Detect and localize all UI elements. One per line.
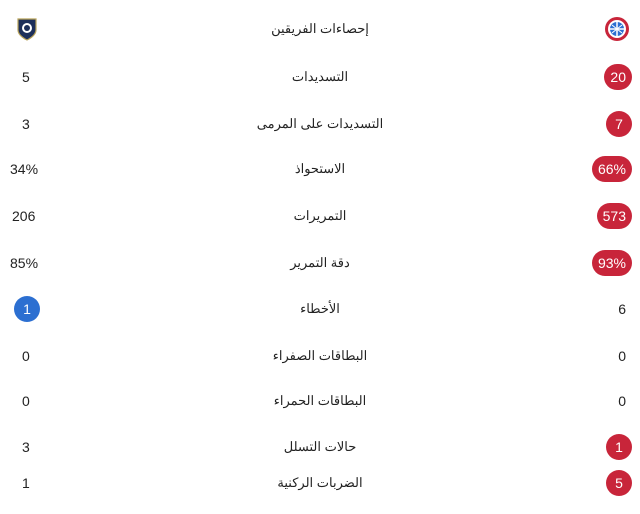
- stat-label-fouls: الأخطاء: [300, 301, 340, 316]
- stat-label-pass-accuracy: دقة التمرير: [290, 255, 350, 270]
- stats-header-row: [0, 6, 640, 52]
- home-pass-accuracy-badge: 93%: [592, 250, 632, 276]
- stat-row-possession: [0, 146, 640, 192]
- away-corners-value: 1: [22, 475, 30, 491]
- away-passes-value: 206: [12, 208, 36, 224]
- stat-label-yellow-cards: البطاقات الصفراء: [272, 348, 368, 363]
- atalanta-logo-icon[interactable]: [14, 16, 40, 42]
- stat-row-red-cards: [0, 378, 640, 424]
- home-passes-badge: 573: [597, 203, 632, 229]
- stat-label-shots-on-target: التسديدات على المرمى: [256, 116, 384, 131]
- away-team-logo-cell: [8, 6, 74, 52]
- stat-label-red-cards: البطاقات الحمراء: [273, 393, 367, 408]
- home-red-cards-value: 0: [618, 393, 626, 409]
- home-possession-badge: 66%: [592, 156, 632, 182]
- home-shots-on-target-badge: 7: [606, 111, 632, 137]
- stat-label-possession: الاستحواذ: [294, 161, 346, 176]
- home-shots-badge: 20: [604, 64, 632, 90]
- home-offsides-badge: 1: [606, 434, 632, 460]
- stat-label-offsides: حالات التسلل: [283, 439, 357, 454]
- away-fouls-badge: 1: [14, 296, 40, 322]
- home-corners-badge: 5: [606, 470, 632, 496]
- stat-row-shots: [0, 54, 640, 100]
- away-pass-accuracy-value: 85%: [10, 255, 39, 271]
- stat-row-shots-on-target: [0, 101, 640, 147]
- home-fouls-value: 6: [618, 301, 626, 317]
- bayern-munich-logo-icon[interactable]: [604, 16, 630, 42]
- stat-row-corners: [0, 460, 640, 506]
- stat-row-pass-accuracy: [0, 240, 640, 286]
- away-possession-value: 34%: [10, 161, 39, 177]
- away-offsides-value: 3: [22, 439, 30, 455]
- home-yellow-cards-value: 0: [618, 348, 626, 364]
- away-shots-value: 5: [22, 69, 30, 85]
- stat-label-corners: الضربات الركنية: [277, 475, 363, 490]
- stat-label-passes: التمريرات: [293, 208, 347, 223]
- stats-title: إحصاءات الفريقين: [271, 21, 369, 36]
- stat-row-passes: [0, 193, 640, 239]
- away-shots-on-target-value: 3: [22, 116, 30, 132]
- home-team-logo-cell: [560, 6, 632, 52]
- stat-row-yellow-cards: [0, 333, 640, 379]
- stat-label-shots: التسديدات: [291, 69, 349, 84]
- away-red-cards-value: 0: [22, 393, 30, 409]
- away-yellow-cards-value: 0: [22, 348, 30, 364]
- stat-row-fouls: [0, 286, 640, 332]
